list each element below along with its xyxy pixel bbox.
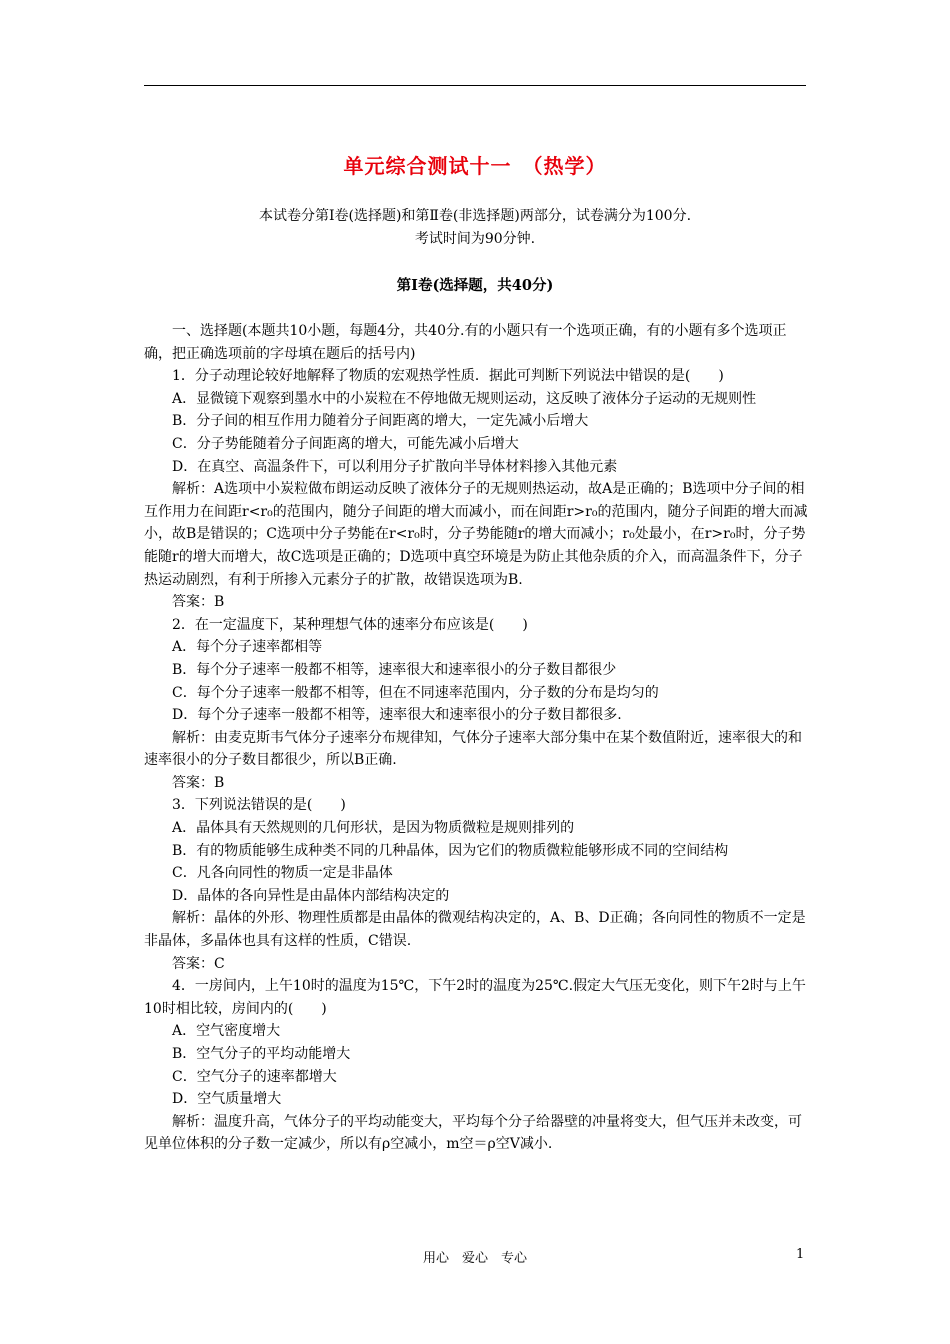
question-1-analysis: 解析：A选项中小炭粒做布朗运动反映了液体分子的无规则热运动，故A是正确的；B选项中分子间的相互作用力在间距r<r₀的范围内，随分子间距的增大而减小，而在间距r>r₀的范围内，随分子间距的增大而减小，故B是错误的；C选项中分子势能在r<r₀时，分子势能随r的增大而减小；r₀处最小，在r>r₀时，分子势能随r的增大而增大，故C选项是正确的；D选项中真空环境是为防止其他杂质的介入，而高温条件下，分子热运动剧烈，有利于所掺入元素分子的扩散，故错误选项为B. xyxy=(144,481,808,588)
question-1-stem: 1．分子动理论较好地解释了物质的宏观热学性质．据此可判断下列说法中错误的是( ) xyxy=(172,368,724,385)
section-heading: 第Ⅰ卷(选择题，共40分) xyxy=(396,277,554,294)
question-3-option-b: B．有的物质能够生成种类不同的几种晶体，因为它们的物质微粒能够形成不同的空间结构 xyxy=(172,842,729,859)
question-3-analysis: 解析：晶体的外形、物理性质都是由晶体的微观结构决定的，A、B、D正确；各向同性的物质不一定是非晶体，多晶体也具有这样的性质，C错误. xyxy=(144,910,806,950)
instructions: 一、选择题(本题共10小题，每题4分，共40分.有的小题只有一个选项正确，有的小题有多个选项正确，把正确选项前的字母填在题后的括号内) xyxy=(144,323,787,362)
question-2-analysis: 解析：由麦克斯韦气体分子速率分布规律知，气体分子速率大部分集中在某个数值附近，速率很大的和速率很小的分子数目都很少，所以B正确. xyxy=(144,729,802,769)
question-4-option-a: A．空气密度增大 xyxy=(172,1023,281,1040)
question-2-option-d: D．每个分子速率一般都不相等，速率很大和速率很小的分子数目都很多. xyxy=(172,707,622,724)
question-2-option-b: B．每个分子速率一般都不相等，速率很大和速率很小的分子数目都很少 xyxy=(172,661,617,678)
intro-line-2: 考试时间为90分钟. xyxy=(414,231,536,247)
question-2-stem: 2．在一定温度下，某种理想气体的速率分布应该是( ) xyxy=(172,616,528,633)
question-4-option-c: C．空气分子的速率都增大 xyxy=(172,1068,337,1085)
question-3-stem: 3．下列说法错误的是( ) xyxy=(172,797,346,814)
question-3-option-c: C．凡各向同性的物质一定是非晶体 xyxy=(172,865,393,882)
question-1-option-a: A．显微镜下观察到墨水中的小炭粒在不停地做无规则运动，这反映了液体分子运动的无规则性 xyxy=(172,390,757,407)
intro-line-1: 本试卷分第Ⅰ卷(选择题)和第Ⅱ卷(非选择题)两部分，试卷满分为100分. xyxy=(258,208,692,224)
question-3-option-d: D．晶体的各向异性是由晶体内部结构决定的 xyxy=(172,887,450,904)
question-4-stem: 4．一房间内，上午10时的温度为15℃，下午2时的温度为25℃.假定大气压无变化，则下午2时与上午10时相比较，房间内的( ) xyxy=(144,978,806,1017)
header-rule xyxy=(144,85,806,86)
question-3-answer: 答案：C xyxy=(172,955,225,972)
page-title: 单元综合测试十一 （热学） xyxy=(343,154,607,178)
question-1-option-d: D．在真空、高温条件下，可以利用分子扩散向半导体材料掺入其他元素 xyxy=(172,458,618,475)
question-2-answer: 答案：B xyxy=(172,774,225,791)
intro-text xyxy=(144,205,806,251)
page-number: 1 xyxy=(796,1247,805,1262)
question-2-option-a: A．每个分子速率都相等 xyxy=(172,639,323,656)
question-body xyxy=(144,320,812,1156)
question-4-analysis: 解析：温度升高，气体分子的平均动能变大，平均每个分子给器壁的冲量将变大，但气压并未改变，可见单位体积的分子数一定减少，所以有ρ空减小，m空＝ρ空V减小. xyxy=(144,1113,802,1153)
page-footer: 用心 爱心 专心 xyxy=(422,1251,527,1266)
question-1-answer: 答案：B xyxy=(172,594,225,611)
question-1-option-c: C．分子势能随着分子间距离的增大，可能先减小后增大 xyxy=(172,435,519,452)
question-1-option-b: B．分子间的相互作用力随着分子间距离的增大，一定先减小后增大 xyxy=(172,413,589,430)
question-2-option-c: C．每个分子速率一般都不相等，但在不同速率范围内，分子数的分布是均匀的 xyxy=(172,684,659,701)
question-4-option-d: D．空气质量增大 xyxy=(172,1091,282,1108)
question-3-option-a: A．晶体具有天然规则的几何形状，是因为物质微粒是规则排列的 xyxy=(172,820,575,837)
question-4-option-b: B．空气分子的平均动能增大 xyxy=(172,1046,351,1062)
